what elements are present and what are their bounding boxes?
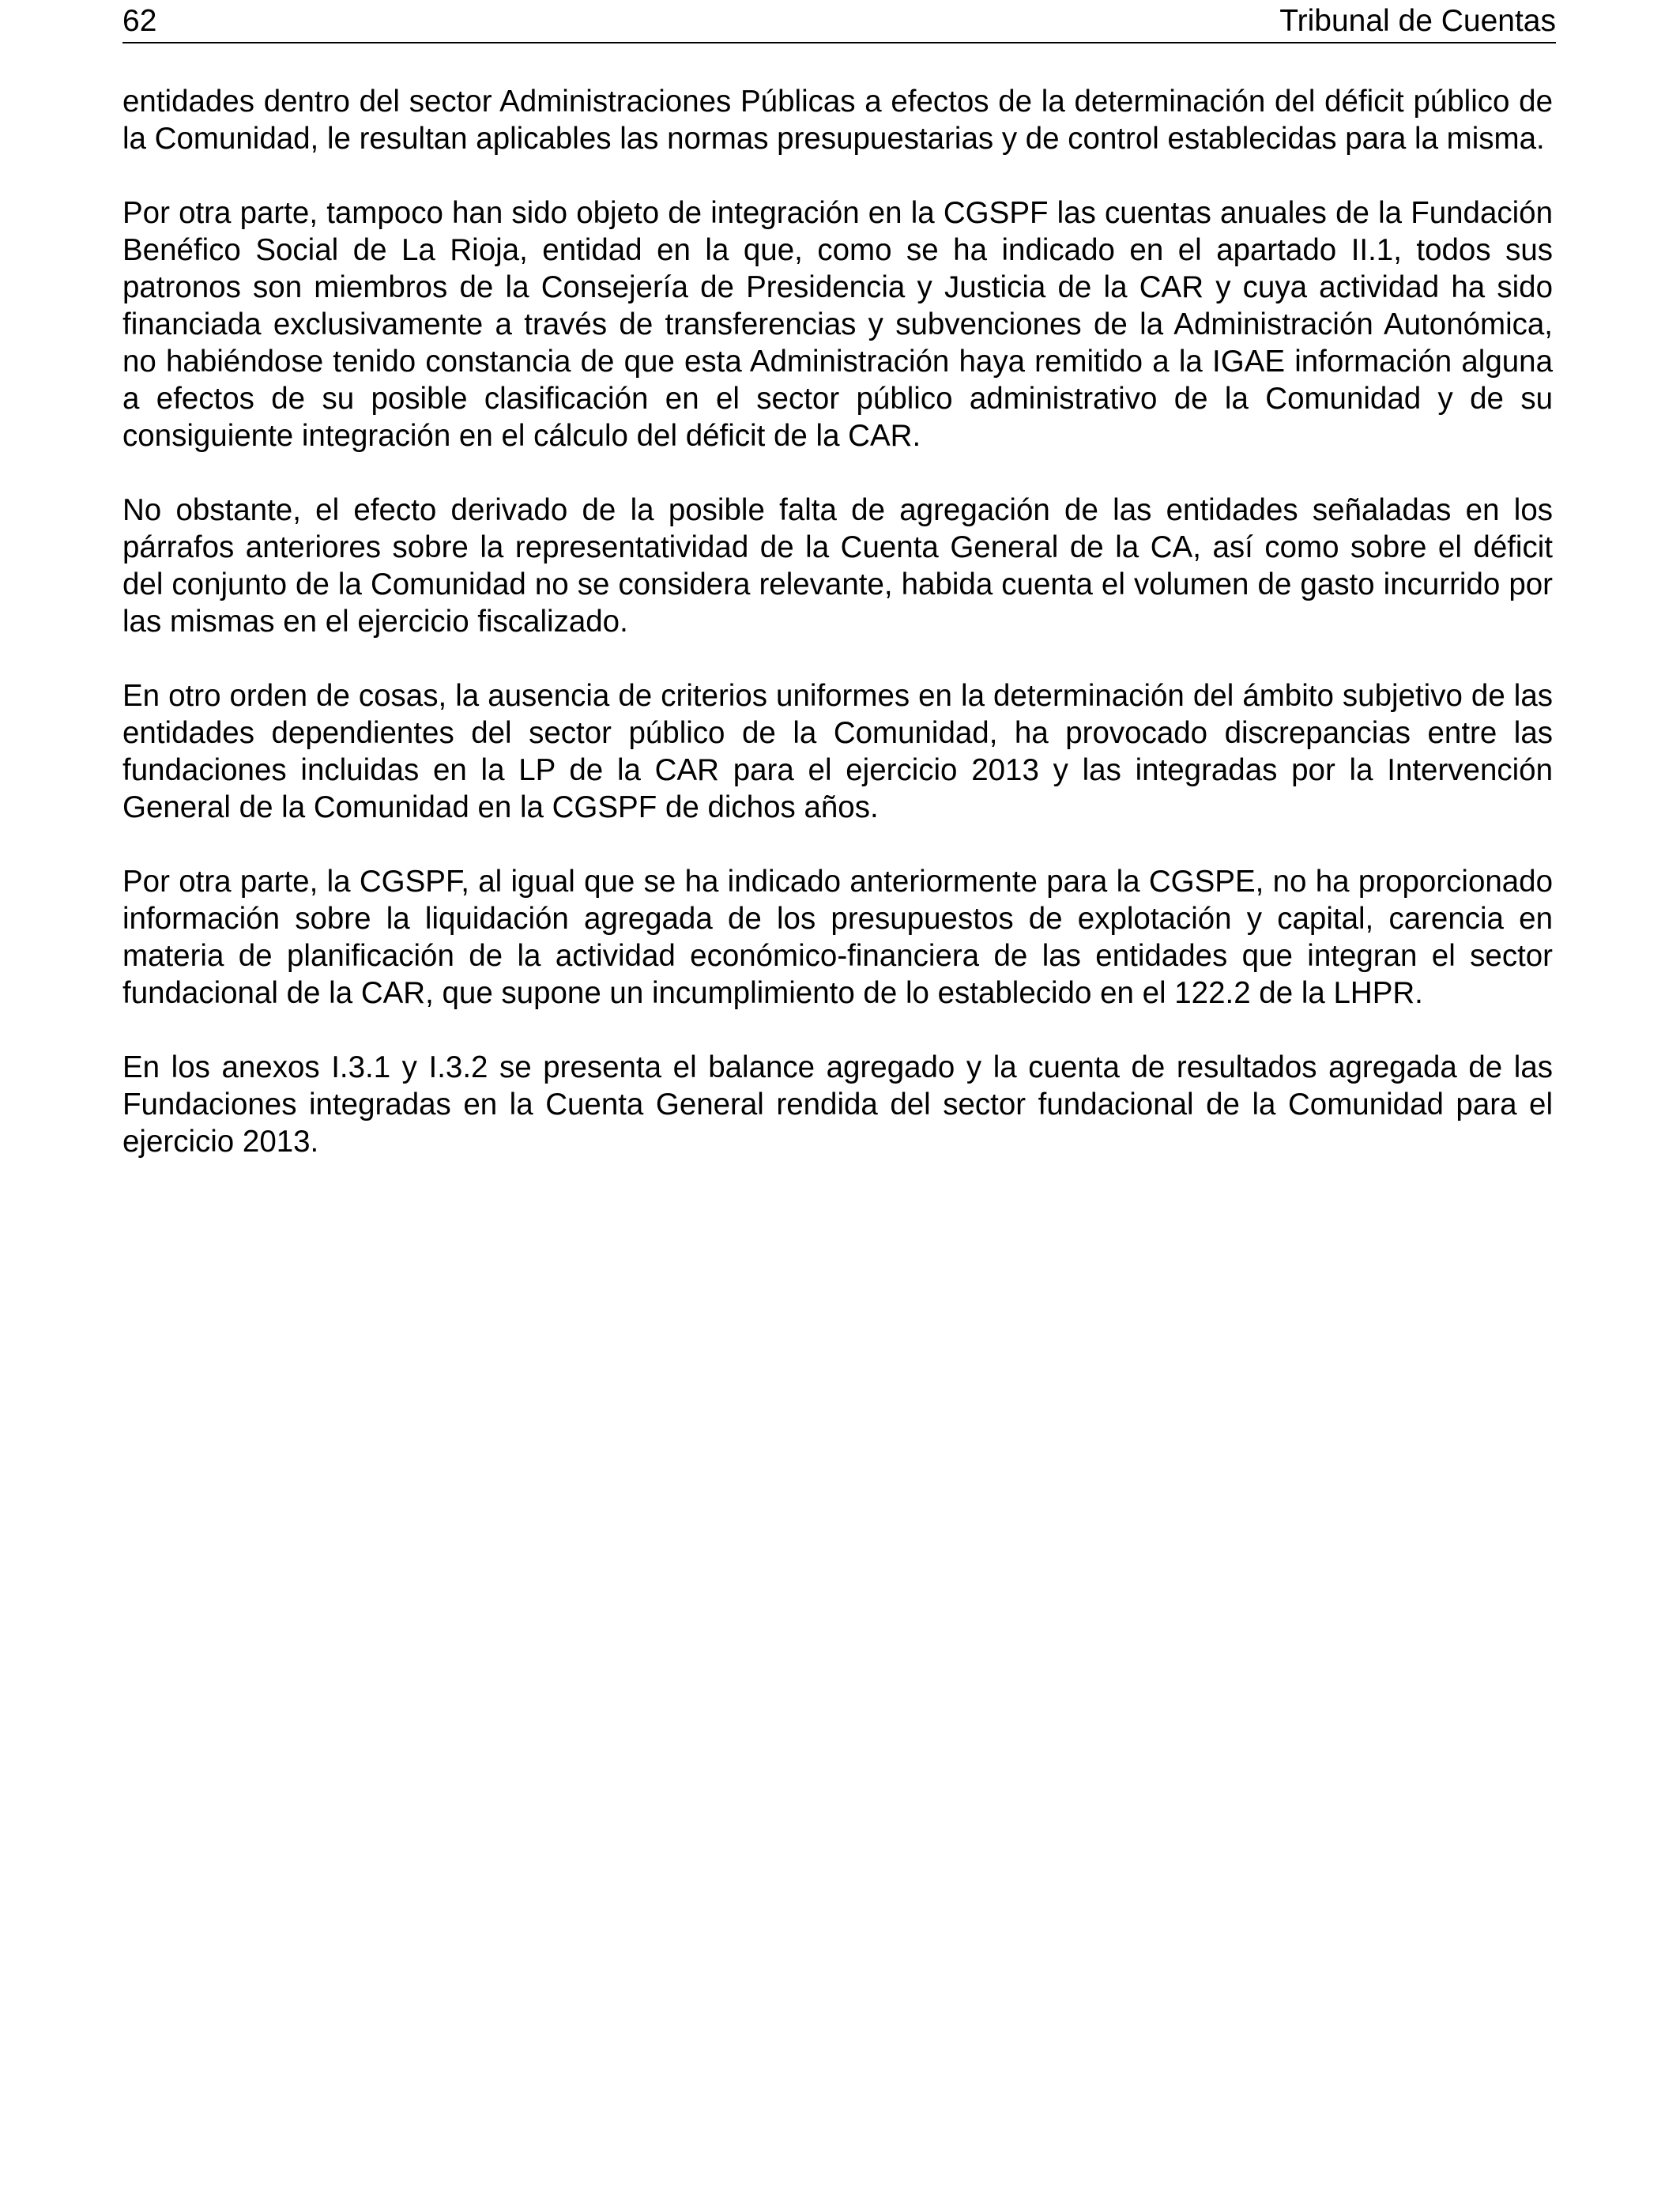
paragraph-3: No obstante, el efecto derivado de la posible falta de agregación de las entidades señaladas en los párrafos anteriores sobre la representatividad de la Cuenta General de la CA, así como sobre el déficit del conjunto de la Comunidad no se considera relevante, habida cuenta el volumen de gasto incurrido por las mismas en el ejercicio fiscalizado. — [122, 493, 1553, 639]
body-text — [122, 83, 1553, 1197]
paragraph-5: Por otra parte, la CGSPF, al igual que se ha indicado anteriormente para la CGSPE, no ha proporcionado información sobre la liquidación agregada de los presupuestos de explotación y capital, carencia en materia de planificación de la actividad económico-financiera de las entidades que integran el sector fundacional de la CAR, que supone un incumplimiento de lo establecido en el 122.2 de la LHPR. — [122, 865, 1553, 1010]
page-number: 62 — [122, 4, 157, 38]
page-header — [122, 0, 1556, 43]
running-title: Tribunal de Cuentas — [1279, 4, 1556, 38]
paragraph-1: entidades dentro del sector Administraciones Públicas a efectos de la determinación del déficit público de la Comunidad, le resultan aplicables las normas presupuestarias y de control establecidas para la misma. — [122, 85, 1553, 156]
paragraph-4: En otro orden de cosas, la ausencia de criterios uniformes en la determinación del ámbito subjetivo de las entidades dependientes del sector público de la Comunidad, ha provocado discrepancias entre las fundaciones incluidas en la LP de la CAR para el ejercicio 2013 y las integradas por la Intervención General de la Comunidad en la CGSPF de dichos años. — [122, 679, 1553, 824]
paragraph-6: En los anexos I.3.1 y I.3.2 se presenta el balance agregado y la cuenta de resultados agregada de las Fundaciones integradas en la Cuenta General rendida del sector fundacional de la Comunidad para el ejercicio 2013. — [122, 1050, 1553, 1159]
paragraph-2: Por otra parte, tampoco han sido objeto de integración en la CGSPF las cuentas anuales de la Fundación Benéfico Social de La Rioja, entidad en la que, como se ha indicado en el apartado II.1, todos sus patronos son miembros de la Consejería de Presidencia y Justicia de la CAR y cuya actividad ha sido financiada exclusivamente a través de transferencias y subvenciones de la Administración Autonómica, no habiéndose tenido constancia de que esta Administración haya remitido a la IGAE información alguna a efectos de su posible clasificación en el sector público administrativo de la Comunidad y de su consiguiente integración en el cálculo del déficit de la CAR. — [122, 196, 1553, 453]
